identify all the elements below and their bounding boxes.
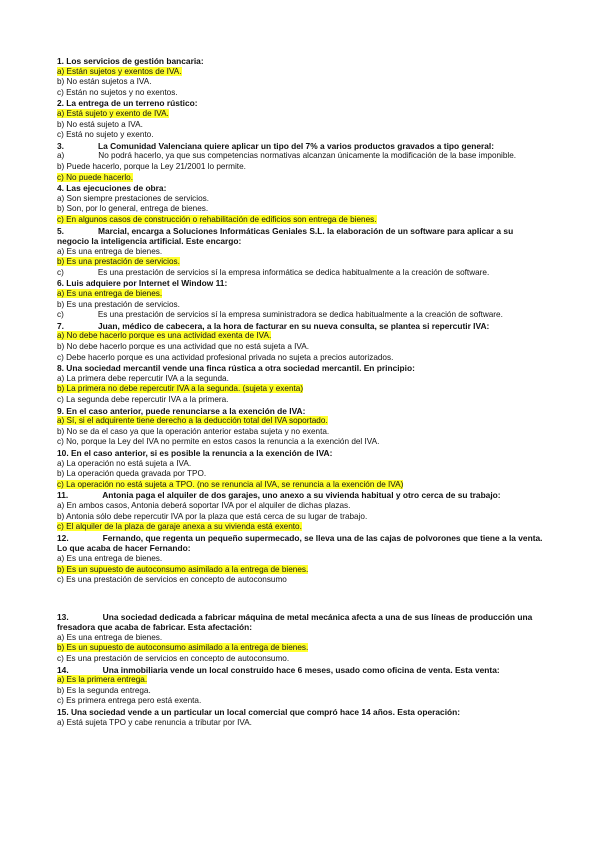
answer-option <box>57 257 547 268</box>
answer-text: c) Están no sujetos y no exentos. <box>57 87 178 97</box>
answer-option <box>57 501 547 512</box>
answer-text: b) Es una prestación de servicios. <box>57 299 180 309</box>
answer-text: a) Es una entrega de bienes. <box>57 246 163 256</box>
answer-option <box>57 384 547 395</box>
answer-option <box>57 204 547 215</box>
answer-text: b) No debe hacerlo porque es una actividad que no está sujeta a IVA. <box>57 342 310 352</box>
answer-text: a) Es una entrega de bienes. <box>57 553 163 563</box>
answer-option <box>57 395 547 406</box>
question-text: 6. Luis adquiere por Internet el Window 11: <box>57 278 228 289</box>
answer-option <box>57 88 547 99</box>
question-text: 8. Una sociedad mercantil vende una finca rústica a otra sociedad mercantil. En principio: <box>57 363 415 374</box>
question-text: 12. Fernando, que regenta un pequeño supermecado, se lleva una de las cajas de polvorones que tiene a la venta. Lo que acaba de hacer Fernando: <box>57 532 543 554</box>
answer-text-highlighted: b) Es un supuesto de autoconsumo asimilado a la entrega de bienes. <box>57 643 309 653</box>
answer-option <box>57 120 547 131</box>
answer-text: a) La operación no está sujeta a IVA. <box>57 458 192 468</box>
answer-option <box>57 353 547 364</box>
answer-text: a) Está sujeta TPO y cabe renuncia a tributar por IVA. <box>57 717 252 727</box>
answer-text-highlighted: a) Sí, si el adquirente tiene derecho a la deducción total del IVA soportado. <box>57 416 328 426</box>
question-text: 1. Los servicios de gestión bancaria: <box>57 56 204 66</box>
answer-text-highlighted: a) Es una entrega de bienes. <box>57 289 163 299</box>
answer-option <box>57 522 547 533</box>
answer-option <box>57 718 547 729</box>
answer-text-highlighted: b) Es un supuesto de autoconsumo asimilado a la entrega de bienes. <box>57 564 309 574</box>
answer-text: c) Es una prestación de servicios sí la empresa informática se dedica habitualmente a la creación de software. <box>57 267 490 277</box>
answer-text: c) La segunda debe repercutir IVA a la primera. <box>57 395 229 404</box>
answer-option <box>57 162 547 173</box>
answer-text: c) Está no sujeto y exento. <box>57 130 154 140</box>
answer-option <box>57 374 547 385</box>
answer-option <box>57 459 547 470</box>
answer-text: a) En ambos casos, Antonia deberá soportar IVA por el alquiler de dichas plazas. <box>57 500 351 510</box>
answer-text: a) No podrá hacerlo, ya que sus competencias normativas alcanzan únicamente la modificación de la base imponible. <box>57 151 517 161</box>
answer-option <box>57 675 547 686</box>
answer-option <box>57 77 547 88</box>
answer-text: b) La operación queda gravada por TPO. <box>57 469 207 479</box>
question-text: 2. La entrega de un terreno rústico: <box>57 98 198 109</box>
answer-option <box>57 633 547 644</box>
page-break-gap <box>57 586 547 612</box>
answer-option <box>57 686 547 697</box>
question-text: 4. Las ejecuciones de obra: <box>57 183 167 194</box>
answer-option <box>57 67 547 78</box>
answer-option <box>57 554 547 565</box>
answer-text: b) Son, por lo general, entrega de bienes. <box>57 204 209 214</box>
question-text: 5. Marcial, encarga a Soluciones Informáticas Geniales S.L. la elaboración de un software para aplicar a su negocio la inteligencia artificial. Este encargo: <box>57 225 514 247</box>
answer-text-highlighted: c) La operación no está sujeta a TPO. (no se renuncia al IVA, se renuncia a la exención de IVA) <box>57 479 404 489</box>
answer-text: a) Son siempre prestaciones de servicios. <box>57 193 209 203</box>
answer-text: c) Es una prestación de servicios en concepto de autoconsumo <box>57 575 287 585</box>
question-text: 9. En el caso anterior, puede renunciarse a la exención de IVA: <box>57 405 306 416</box>
answer-option <box>57 512 547 523</box>
answer-text-highlighted: b) Es una prestación de servicios. <box>57 257 180 267</box>
answer-option <box>57 173 547 184</box>
exam-document <box>57 56 547 728</box>
answer-text: b) Es la segunda entrega. <box>57 685 151 695</box>
answer-option <box>57 215 547 226</box>
answer-text: b) Puede hacerlo, porque la Ley 21/2001 lo permite. <box>57 161 246 171</box>
answer-text: c) Es primera entrega pero está exenta. <box>57 696 202 706</box>
answer-option <box>57 437 547 448</box>
question-text: 13. Una sociedad dedicada a fabricar máquina de metal mecánica afecta a una de sus líneas de producción una fresadora que acaba de fabricar. Esta afectación: <box>57 611 533 633</box>
answer-text-highlighted: c) En algunos casos de construcción o rehabilitación de edificios son entrega de bienes. <box>57 214 377 224</box>
answer-option <box>57 565 547 576</box>
answer-text: c) No, porque la Ley del IVA no permite en estos casos la renuncia a la exención del IVA. <box>57 437 380 447</box>
answer-text: b) Antonia sólo debe repercutir IVA por la plaza que está cerca de su lugar de trabajo. <box>57 511 368 521</box>
answer-text-highlighted: a) Están sujetos y exentos de IVA. <box>57 66 182 76</box>
answer-text: a) La primera debe repercutir IVA a la segunda. <box>57 373 229 383</box>
answer-text-highlighted: c) No puede hacerlo. <box>57 172 134 182</box>
answer-option <box>57 643 547 654</box>
answer-option <box>57 194 547 205</box>
answer-option <box>57 310 547 321</box>
answer-option <box>57 427 547 438</box>
answer-text: a) Es una entrega de bienes. <box>57 632 163 642</box>
question-text: 14. Una inmobiliaria vende un local construido hace 6 meses, usado como oficina de venta. Esta venta: <box>57 664 500 675</box>
answer-option <box>57 247 547 258</box>
answer-option <box>57 654 547 665</box>
question-text: 10. En el caso anterior, si es posible la renuncia a la exención de IVA: <box>57 447 333 458</box>
answer-text: c) Es una prestación de servicios en concepto de autoconsumo. <box>57 654 290 664</box>
question-text: 7. Juan, médico de cabecera, a la hora de facturar en su nueva consulta, se plantea si repercutir IVA: <box>57 320 490 331</box>
answer-option <box>57 342 547 353</box>
answer-option <box>57 300 547 311</box>
answer-text: b) No se da el caso ya que la operación anterior estaba sujeta y no exenta. <box>57 426 330 436</box>
answer-option <box>57 480 547 491</box>
answer-option <box>57 696 547 707</box>
answer-option <box>57 469 547 480</box>
answer-option <box>57 289 547 300</box>
answer-text: b) No están sujetos a IVA. <box>57 77 152 87</box>
answer-text-highlighted: c) El alquiler de la plaza de garaje anexa a su vivienda está exento. <box>57 522 302 532</box>
answer-option <box>57 331 547 342</box>
answer-option <box>57 268 547 279</box>
answer-text: c) Debe hacerlo porque es una actividad profesional privada no sujeta a precios autorizados. <box>57 352 394 362</box>
question-text: 15. Una sociedad vende a un particular un local comercial que compró hace 14 años. Esta operación: <box>57 707 461 718</box>
question-text: 3. La Comunidad Valenciana quiere aplicar un tipo del 7% a varios productos gravados a tipo general: <box>57 140 495 151</box>
answer-option <box>57 416 547 427</box>
answer-text-highlighted: a) No debe hacerlo porque es una actividad exenta de IVA. <box>57 331 272 341</box>
answer-text-highlighted: b) La primera no debe repercutir IVA a la segunda. (sujeta y exenta) <box>57 384 304 394</box>
answer-option <box>57 109 547 120</box>
question-text: 11. Antonia paga el alquiler de dos garajes, uno anexo a su vivienda habitual y otro cerca de su trabajo: <box>57 490 501 501</box>
answer-option <box>57 575 547 586</box>
answer-text-highlighted: a) Está sujeto y exento de IVA. <box>57 108 169 118</box>
answer-option <box>57 151 547 162</box>
answer-option <box>57 130 547 141</box>
answer-text: c) Es una prestación de servicios sí la empresa suministradora se dedica habitualmente a la creación de software. <box>57 310 503 320</box>
answer-text: b) No está sujeto a IVA. <box>57 119 143 129</box>
answer-text-highlighted: a) Es la primera entrega. <box>57 675 148 685</box>
